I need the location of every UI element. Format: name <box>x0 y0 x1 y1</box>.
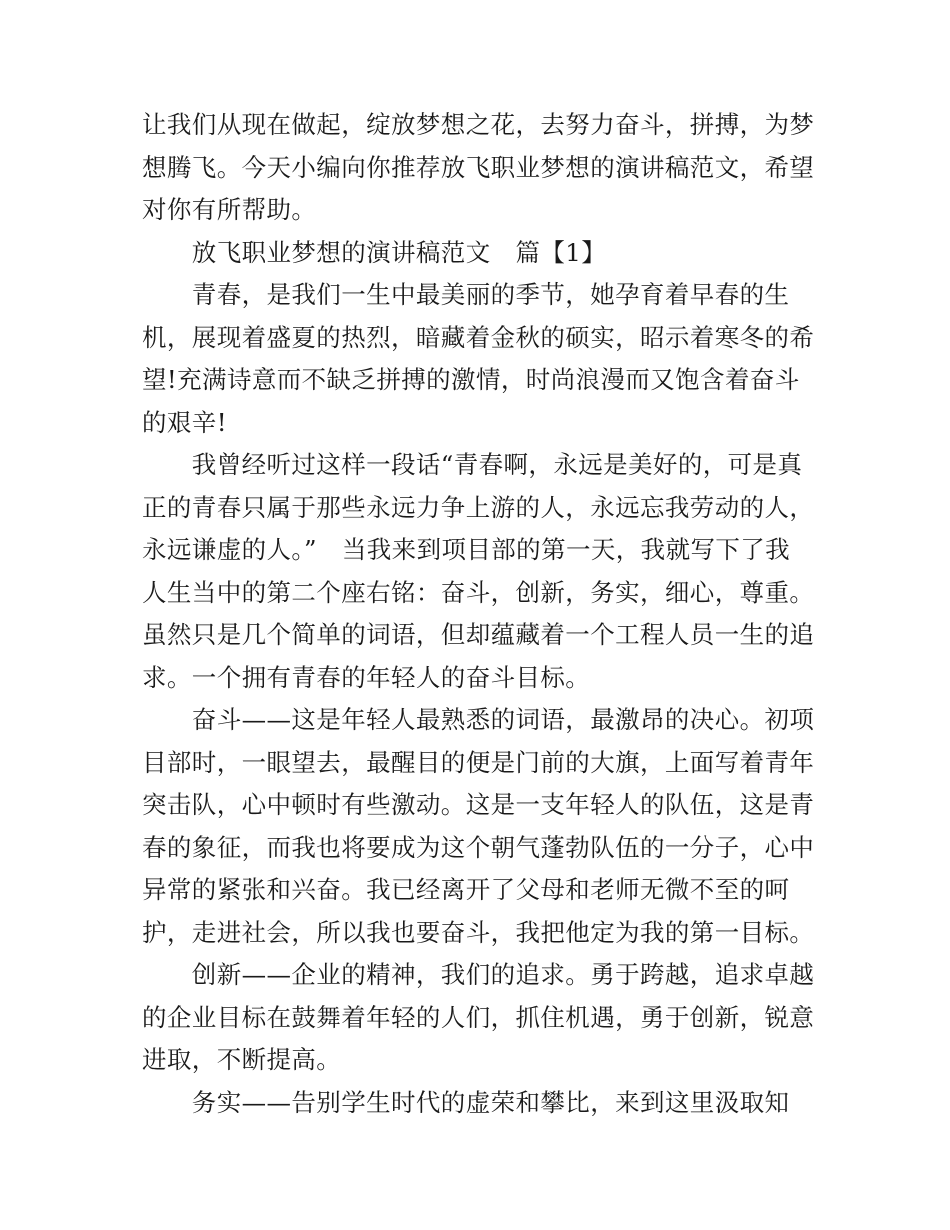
text-line: 春的象征，而我也将要成为这个朝气蓬勃队伍的一分子，心中 <box>142 832 815 862</box>
text-line: 的企业目标在鼓舞着年轻的人们，抓住机遇，勇于创新，锐意 <box>142 1002 815 1032</box>
text-line: 想腾飞。今天小编向你推荐放飞职业梦想的演讲稿范文，希望 <box>142 152 815 182</box>
section-heading-text: 放飞职业梦想的演讲稿范文 篇【1】 <box>142 237 607 267</box>
document-body <box>142 104 815 1124</box>
text-line: 异常的紧张和兴奋。我已经离开了父母和老师无微不至的呵 <box>142 875 790 904</box>
text-line: 对你有所帮助。 <box>142 195 317 224</box>
text-line: 机，展现着盛夏的热烈，暗藏着金秋的硕实，昭示着寒冬的希 <box>142 322 815 352</box>
text-line: 正的青春只属于那些永远力争上游的人，永远忘我劳动的人， <box>142 492 815 522</box>
section-heading <box>142 232 812 275</box>
text-line: 让我们从现在做起，绽放梦想之花，去努力奋斗，拼搏，为梦 <box>142 110 815 139</box>
text-line: 创新——企业的精神，我们的追求。勇于跨越，追求卓越 <box>142 960 815 989</box>
paragraph-motto <box>142 444 815 699</box>
text-line: 望!充满诗意而不缺乏拼搏的激情，时尚浪漫而又饱含着奋斗 <box>142 365 800 394</box>
intro-paragraph <box>142 104 815 232</box>
text-line: 的艰辛! <box>142 407 227 437</box>
paragraph-youth <box>142 274 815 444</box>
text-line: 目部时，一眼望去，最醒目的便是门前的大旗，上面写着青年 <box>142 747 815 777</box>
text-line: 我曾经听过这样一段话“青春啊，永远是美好的，可是真 <box>142 450 803 479</box>
text-line: 务实——告别学生时代的虚荣和攀比，来到这里汲取知 <box>142 1087 790 1117</box>
text-line: 永远谦虚的人。” 当我来到项目部的第一天，我就写下了我 <box>142 535 791 564</box>
paragraph-struggle <box>142 699 815 954</box>
text-line: 进取，不断提高。 <box>142 1045 342 1074</box>
paragraph-innovation <box>142 954 815 1082</box>
text-line: 人生当中的第二个座右铭：奋斗，创新，务实，细心，尊重。 <box>142 577 815 607</box>
text-line: 突击队，心中顿时有些激动。这是一支年轻人的队伍，这是青 <box>142 790 815 819</box>
text-line: 护，走进社会，所以我也要奋斗，我把他定为我的第一目标。 <box>142 917 815 947</box>
text-line: 青春，是我们一生中最美丽的季节，她孕育着早春的生 <box>142 280 790 309</box>
text-line: 虽然只是几个简单的词语，但却蕴藏着一个工程人员一生的追 <box>142 620 815 649</box>
text-line: 奋斗——这是年轻人最熟悉的词语，最激昂的决心。初项 <box>142 705 815 734</box>
paragraph-pragmatism <box>142 1082 812 1125</box>
text-line: 求。一个拥有青春的年轻人的奋斗目标。 <box>142 662 591 692</box>
